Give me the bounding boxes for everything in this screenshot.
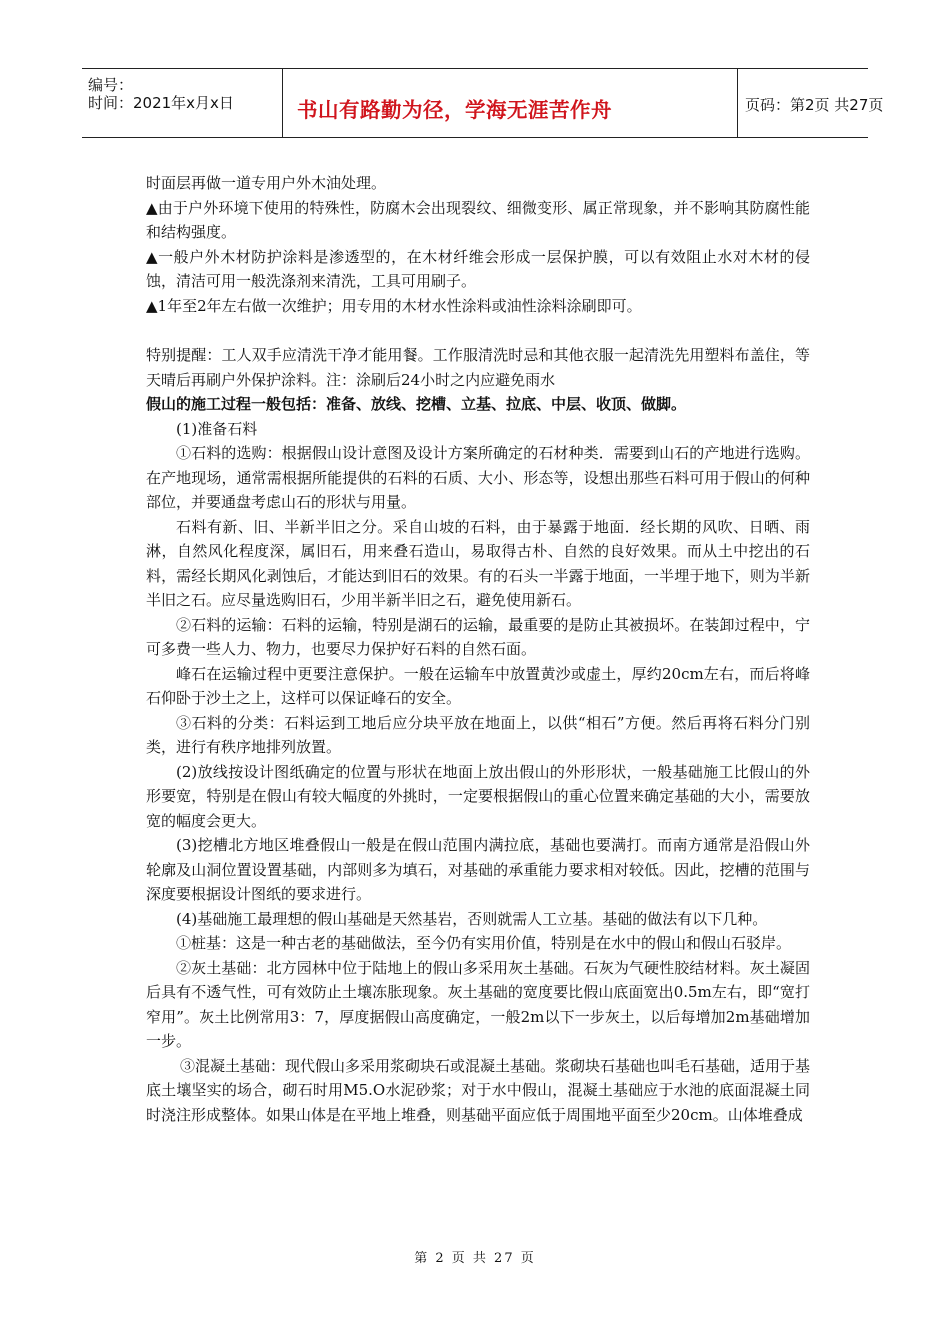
document-number-label: 编号： [88,76,134,94]
page-footer: 第 2 页 共 27 页 [414,1251,536,1266]
body-paragraph: ③混凝土基础：现代假山多采用浆砌块石或混凝土基础。浆砌块石基础也叫毛石基础，适用于基底土壤坚实的场合，砌石时用M5.O水泥砂浆；对于水中假山，混凝土基础应于水池的底面混凝土同时浇注形成整体。如果山体是在平地上堆叠，则基础平面应低于周围地平面至少20cm。山体堆叠成 [146,1056,811,1124]
header-motto-cell [282,69,738,137]
body-paragraph: 时面层再做一道专用户外木油处理。 [146,174,387,192]
section-heading: 假山的施工过程一般包括：准备、放线、挖槽、立基、拉底、中层、收顶、做脚。 [146,395,687,413]
blank-line [146,318,810,343]
document-date-label: 时间：2021年x月x日 [88,94,234,112]
body-paragraph: 峰石在运输过程中更要注意保护。一般在运输车中放置黄沙或虚土，厚约20cm左右，而后将峰石仰卧于沙土之上，这样可以保证峰石的安全。 [146,664,810,707]
body-paragraph: (3)挖槽北方地区堆叠假山一般是在假山范围内满拉底，基础也要满打。而南方通常是沿假山外轮廓及山洞位置设置基础，内部则多为填石，对基础的承重能力要求相对较低。因此，挖槽的范围与深度要根据设计图纸的要求进行。 [146,836,810,903]
page-header [82,68,884,138]
header-page-cell [737,69,884,137]
body-paragraph: 石料有新、旧、半新半旧之分。采自山坡的石料，由于暴露于地面．经长期的风吹、日晒、雨淋，自然风化程度深，属旧石，用来叠石造山，易取得古朴、自然的良好效果。而从土中挖出的石料，需经长期风化剥蚀后，才能达到旧石的效果。有的石头一半露于地面，一半埋于地下，则为半新半旧之石。应尽量选购旧石，少用半新半旧之石，避免使用新石。 [146,517,810,609]
body-paragraph: ③石料的分类：石料运到工地后应分块平放在地面上，以供“相石”方便。然后再将石料分门别类，进行有秩序地排列放置。 [146,713,810,756]
body-paragraph: 特别提醒：工人双手应清洗干净才能用餐。工作服清洗时忌和其他衣服一起清洗先用塑料布盖住，等天晴后再刷户外保护涂料。注：涂刷后24小时之内应避免雨水 [146,346,810,389]
body-paragraph: ▲一般户外木材防护涂料是渗透型的，在木材纤维会形成一层保护膜，可以有效阻止水对木材的侵蚀，清洁可用一般洗涤剂来清洗，工具可用刷子。 [146,247,810,290]
header-motto: 书山有路勤为径，学海无涯苦作舟 [297,98,612,122]
body-paragraph: ②石料的运输：石料的运输，特别是湖石的运输，最重要的是防止其被损坏。在装卸过程中，宁可多费一些人力、物力，也要尽力保护好石料的自然石面。 [146,615,810,658]
body-paragraph: ▲由于户外环境下使用的特殊性，防腐木会出现裂纹、细微变形、属正常现象，并不影响其防腐性能和结构强度。 [146,198,810,241]
body-paragraph: ①桩基：这是一种古老的基础做法，至今仍有实用价值，特别是在水中的假山和假山石驳岸。 [176,934,792,952]
body-paragraph: ①石料的选购：根据假山设计意图及设计方案所确定的石材种类．需要到山石的产地进行选购。在产地现场，通常需根据所能提供的石料的石质、大小、形态等，设想出那些石料可用于假山的何种部位，并要通盘考虑山石的形状与用量。 [146,444,810,511]
body-paragraph: (2)放线按设计图纸确定的位置与形状在地面上放出假山的外形形状，一般基础施工比假山的外形要宽，特别是在假山有较大幅度的外挑时，一定要根据假山的重心位置来确定基础的大小，需要放宽的幅度会更大。 [146,762,810,830]
body-paragraph: ▲1年至2年左右做一次维护；用专用的木材水性涂料或油性涂料涂刷即可。 [146,296,642,315]
body-paragraph: (1)准备石料 [176,419,258,438]
document-body [146,171,810,1127]
header-meta-cell [82,69,282,137]
header-page-number: 页码：第2页 共27页 [745,96,884,114]
body-paragraph: (4)基础施工最理想的假山基础是天然基岩，否则就需人工立基。基础的做法有以下几种。 [176,909,768,928]
body-paragraph: ②灰土基础：北方园林中位于陆地上的假山多采用灰土基础。石灰为气硬性胶结材料。灰土凝固后具有不透气性，可有效防止土壤冻胀现象。灰土基础的宽度要比假山底面宽出0.5m左右，即“宽打窄用”。灰土比例常用3：7，厚度据假山高度确定，一般2m以下一步灰土，以后每增加2m基础增加一步。 [146,958,810,1050]
